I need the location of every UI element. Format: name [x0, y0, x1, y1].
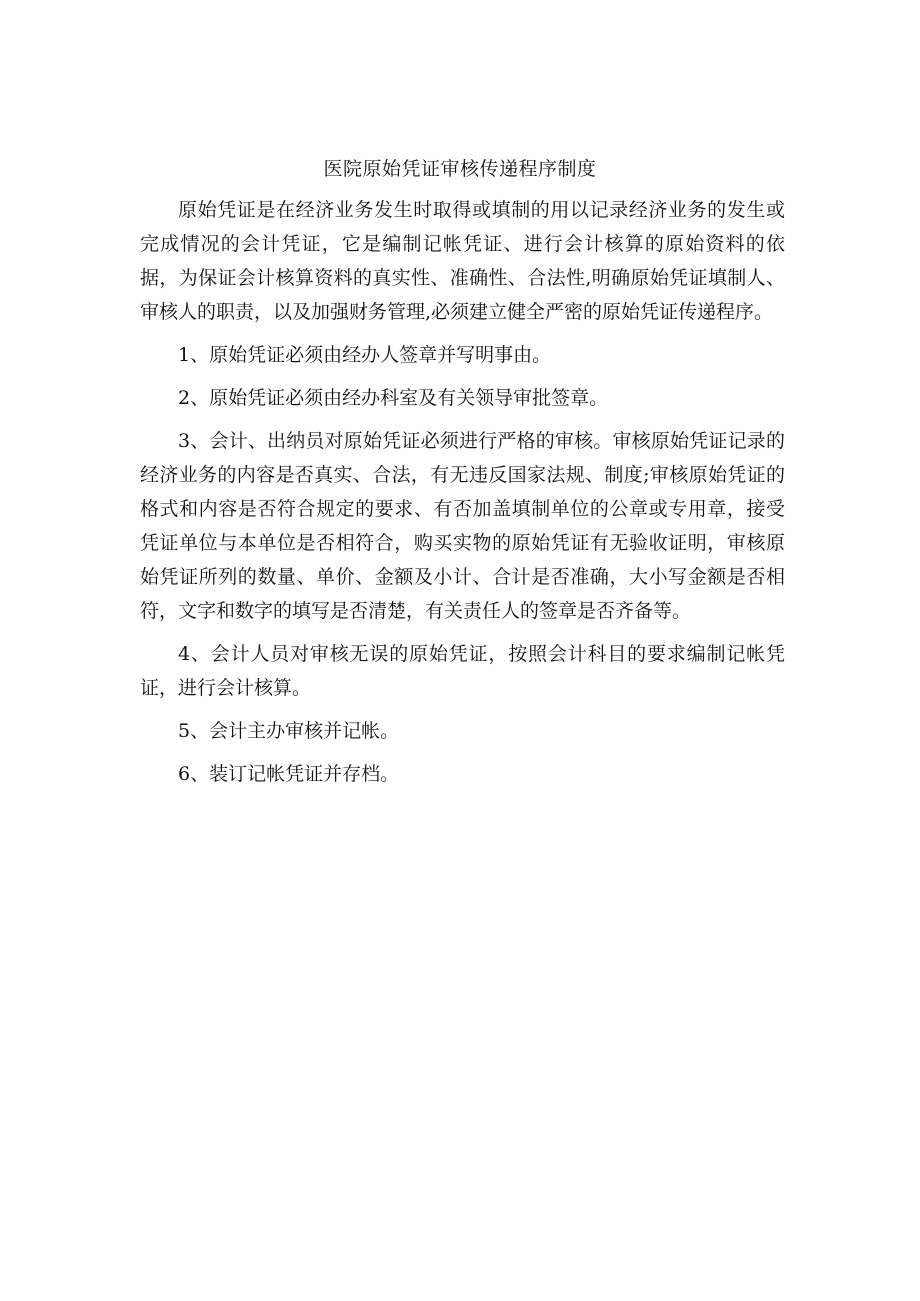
list-item: 1、原始凭证必须由经办人签章并写明事由。 — [178, 344, 552, 366]
list-item: 3、会计、出纳员对原始凭证必须进行严格的审核。审核原始凭证记录的经济业务的内容是否真实、合法，有无违反国家法规、制度;审核原始凭证的格式和内容是否符合规定的要求、有否加盖填制单位的公章或专用章，接受凭证单位与本单位是否相符合，购买实物的原始凭证有无验收证明，审核原始凭证所列的数量、单价、金额及小计、合计是否准确，大小写金额是否相符，文字和数字的填写是否清楚，有关责任人的签章是否齐备等。 — [140, 430, 785, 622]
list-item: 4、会计人员对审核无误的原始凭证，按照会计科目的要求编制记帐凭证，进行会计核算。 — [140, 643, 785, 699]
intro-paragraph: 原始凭证是在经济业务发生时取得或填制的用以记录经济业务的发生或完成情况的会计凭证，它是编制记帐凭证、进行会计核算的原始资料的依据，为保证会计核算资料的真实性、准确性、合法性,明确原始凭证填制人、审核人的职责，以及加强财务管理,必须建立健全严密的原始凭证传递程序。 — [140, 199, 785, 323]
document-title: 医院原始凭证审核传递程序制度 — [323, 158, 597, 180]
list-item: 5、会计主办审核并记帐。 — [178, 720, 400, 742]
list-item: 2、原始凭证必须由经办科室及有关领导审批签章。 — [178, 387, 609, 409]
list-item: 6、装订记帐凭证并存档。 — [178, 763, 400, 785]
document-body — [140, 193, 785, 800]
